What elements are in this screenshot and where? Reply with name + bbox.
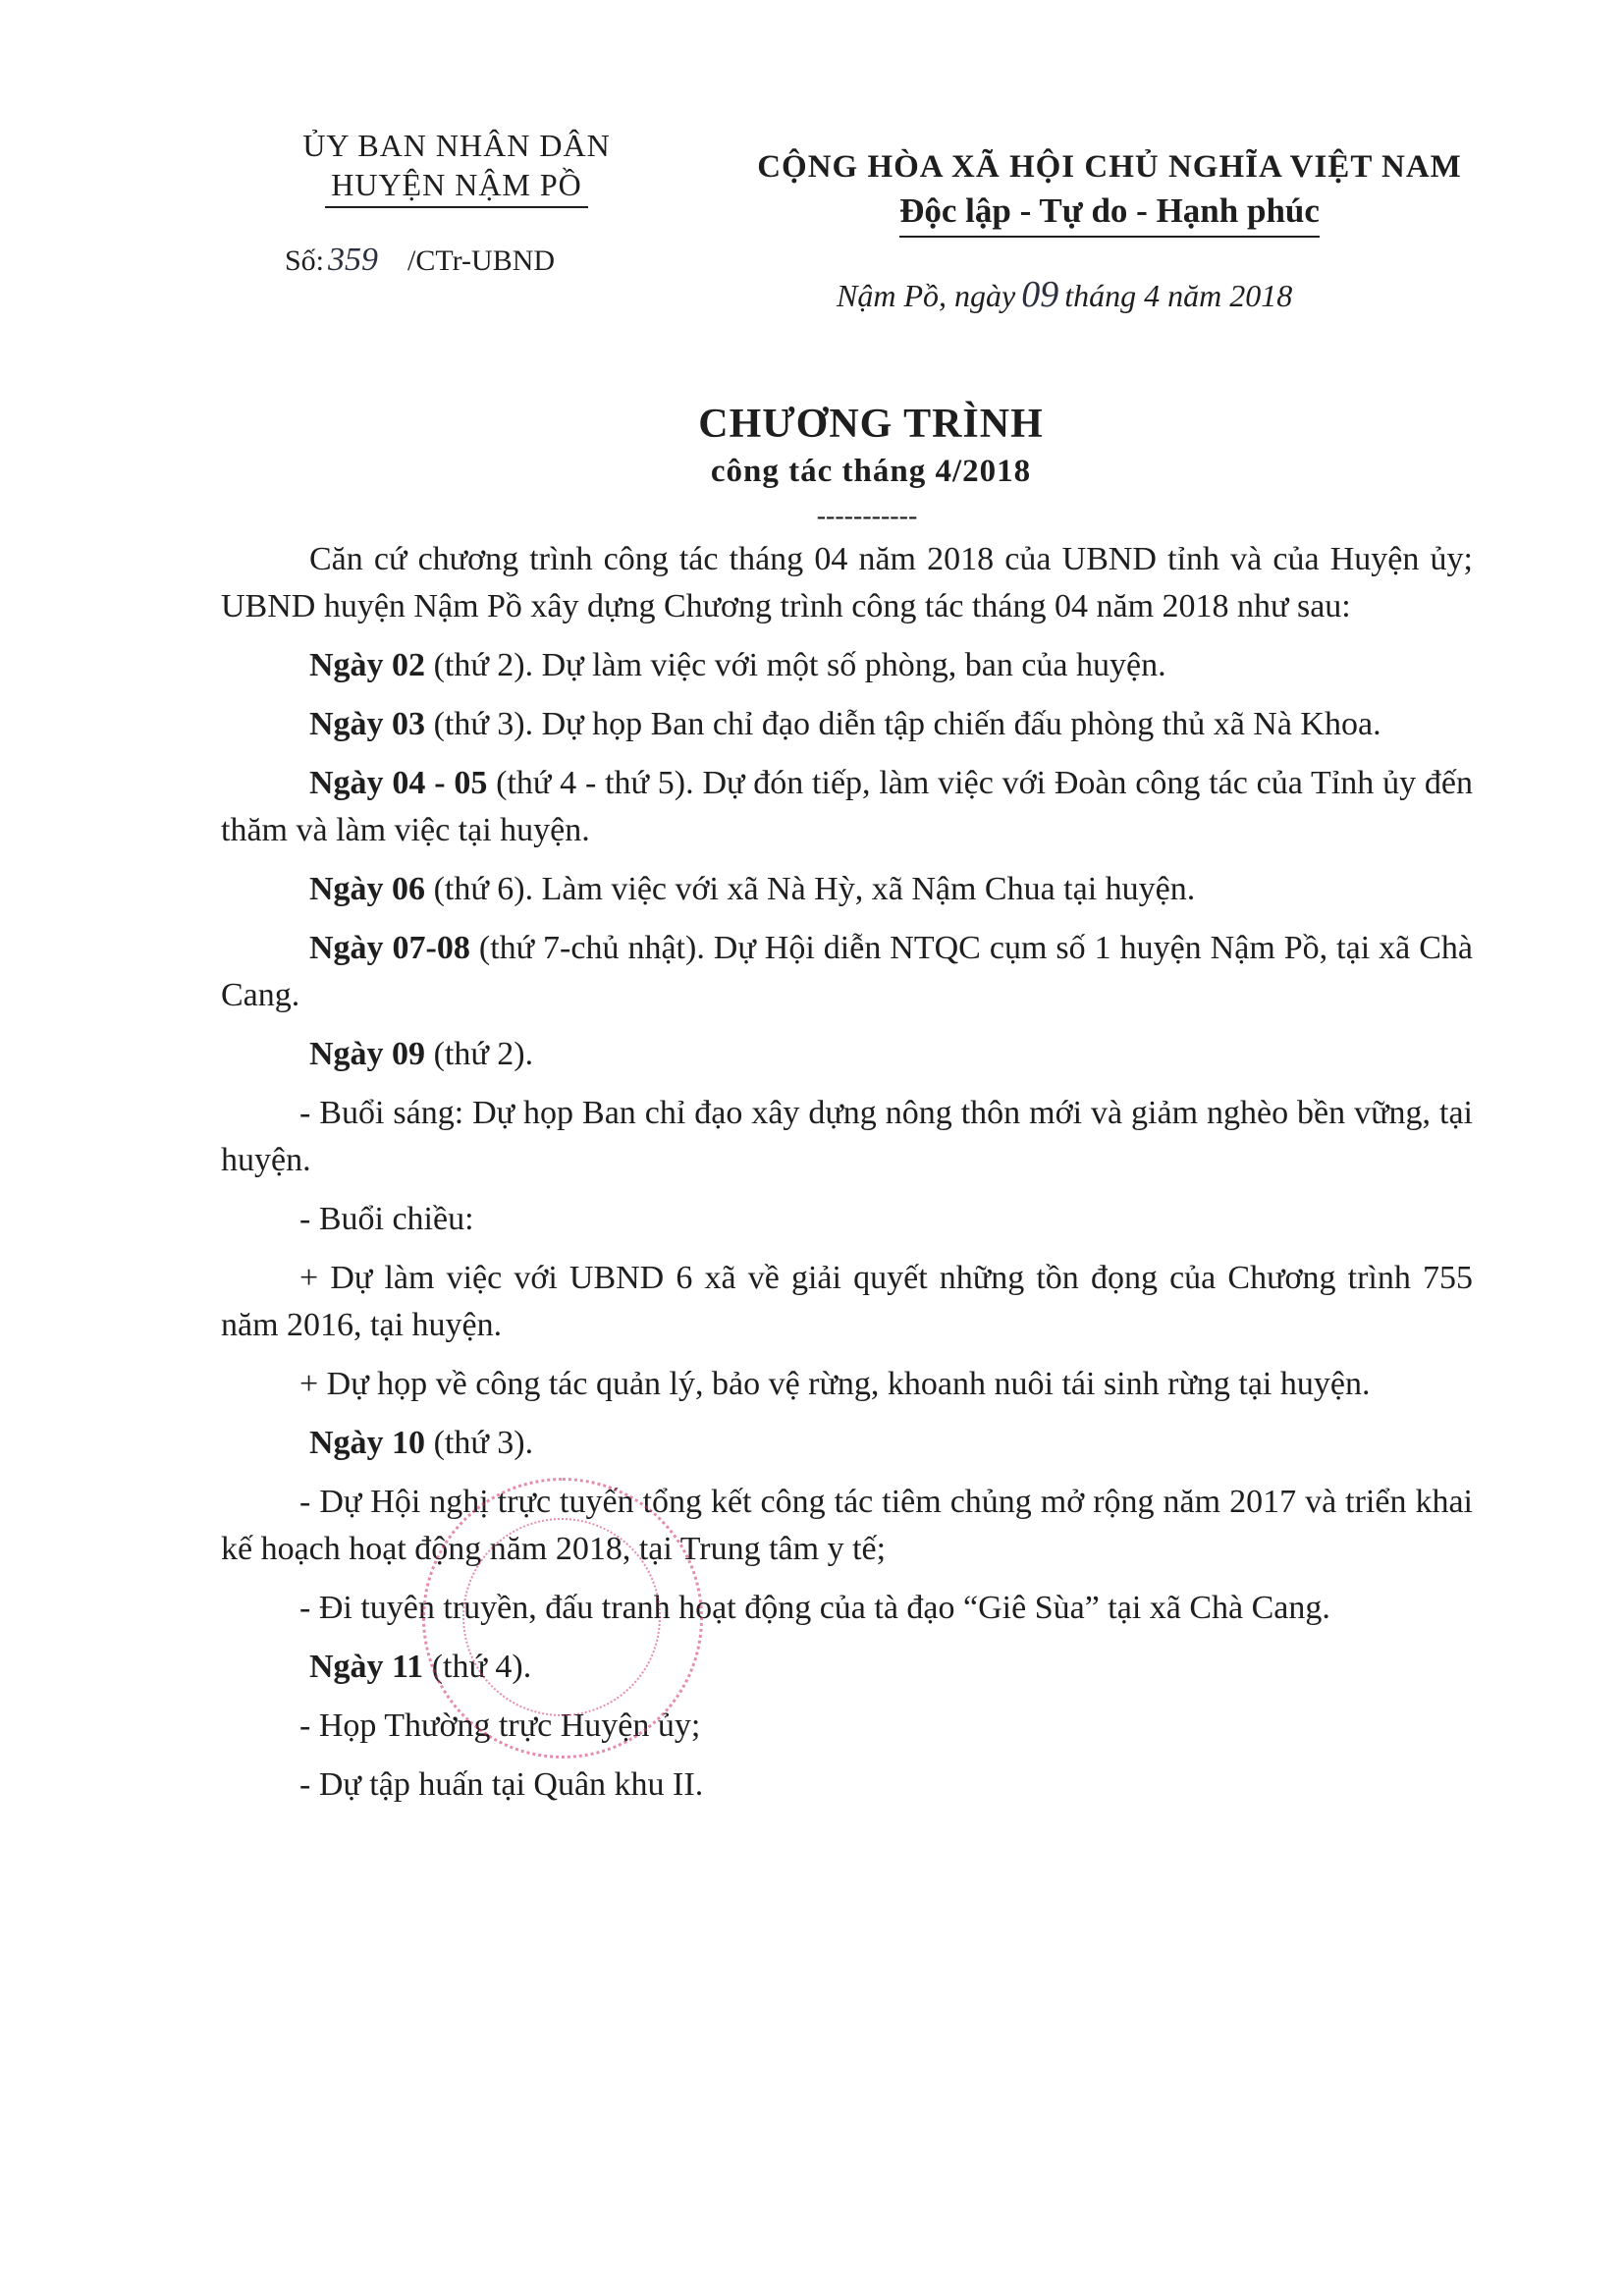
schedule-item xyxy=(221,760,1473,854)
schedule-item xyxy=(221,1644,1473,1691)
official-stamp xyxy=(422,1478,703,1759)
date-suffix: tháng 4 năm 2018 xyxy=(1064,278,1293,313)
day-label: Ngày 11 xyxy=(309,1649,424,1685)
day10-task-2: - Đi tuyên truyền, đấu tranh hoạt động của tà đạo “Giê Sùa” tại xã Chà Cang. xyxy=(299,1590,1330,1626)
day-label: Ngày 06 xyxy=(309,871,426,907)
day09-task-1: + Dự làm việc với UBND 6 xã về giải quyết những tồn đọng của Chương trình 755 năm 2016, tại huyện. xyxy=(221,1260,1473,1343)
intro-paragraph: Căn cứ chương trình công tác tháng 04 năm 2018 của UBND tỉnh và của Huyện ủy; UBND huyện Nậm Pồ xây dựng Chương trình công tác tháng 04 năm 2018 như sau: xyxy=(221,541,1473,624)
day10-task-1: - Dự Hội nghị trực tuyến tổng kết công tác tiêm chủng mở rộng năm 2017 và triển khai kế hoạch hoạt động năm 2018, tại Trung tâm y tế; xyxy=(221,1484,1473,1567)
item-text: (thứ 2). xyxy=(425,1036,534,1072)
issuing-agency xyxy=(265,126,648,208)
national-motto: Độc lập - Tự do - Hạnh phúc xyxy=(899,189,1320,238)
schedule-item xyxy=(221,925,1473,1019)
document-body xyxy=(221,536,1473,1820)
item-text: (thứ 3). xyxy=(425,1425,534,1461)
document-subtitle: công tác tháng 4/2018 xyxy=(710,454,1032,489)
date-prefix: Nậm Pồ, ngày xyxy=(837,278,1016,313)
day09-morning: - Buổi sáng: Dự họp Ban chỉ đạo xây dựng nông thôn mới và giảm nghèo bền vững, tại huyện. xyxy=(221,1095,1473,1178)
day09-afternoon: - Buổi chiều: xyxy=(299,1201,474,1237)
item-text: (thứ 3). Dự họp Ban chỉ đạo diễn tập chiến đấu phòng thủ xã Nà Khoa. xyxy=(425,706,1381,742)
title-divider: ----------- xyxy=(816,501,918,531)
day09-task-2: + Dự họp về công tác quản lý, bảo vệ rừng, khoanh nuôi tái sinh rừng tại huyện. xyxy=(299,1366,1371,1402)
schedule-item xyxy=(221,866,1473,913)
number-prefix: Số: xyxy=(285,244,325,277)
number-value: 359 xyxy=(328,242,379,278)
day-label: Ngày 04 - 05 xyxy=(309,765,488,801)
item-text: (thứ 2). Dự làm việc với một số phòng, ban của huyện. xyxy=(425,647,1166,683)
schedule-item xyxy=(221,642,1473,689)
day-label: Ngày 07-08 xyxy=(309,930,470,966)
schedule-item xyxy=(221,1031,1473,1078)
agency-name-line1: ỦY BAN NHÂN DÂN xyxy=(302,128,611,163)
schedule-item xyxy=(221,1420,1473,1467)
day-label: Ngày 10 xyxy=(309,1425,426,1461)
national-header xyxy=(687,145,1532,238)
day11-task-1: - Họp Thường trực Huyện ủy; xyxy=(299,1707,701,1744)
day11-task-2: - Dự tập huấn tại Quân khu II. xyxy=(299,1766,704,1803)
item-text: (thứ 6). Làm việc với xã Nà Hỳ, xã Nậm Chua tại huyện. xyxy=(425,871,1196,907)
date-day: 09 xyxy=(1021,274,1059,315)
document-number xyxy=(285,242,555,279)
item-text: (thứ 4 - thứ 5). Dự đón tiếp, làm việc với Đoàn công tác của Tỉnh ủy đến thăm và làm việc tại huyện. xyxy=(221,765,1473,848)
document-title: CHƯƠNG TRÌNH xyxy=(698,402,1044,447)
item-text: (thứ 7-chủ nhật). Dự Hội diễn NTQC cụm số 1 huyện Nậm Pồ, tại xã Chà Cang. xyxy=(221,930,1473,1013)
schedule-item xyxy=(221,701,1473,748)
agency-name-line2: HUYỆN NẬM PỒ xyxy=(325,165,588,208)
day-label: Ngày 02 xyxy=(309,647,426,683)
item-text: (thứ 4). xyxy=(423,1649,532,1685)
issue-date xyxy=(837,273,1292,316)
day-label: Ngày 09 xyxy=(309,1036,426,1072)
day-label: Ngày 03 xyxy=(309,706,426,742)
republic-name: CỘNG HÒA XÃ HỘI CHỦ NGHĨA VIỆT NAM xyxy=(757,149,1462,185)
number-suffix: /CTr-UBND xyxy=(407,244,556,277)
